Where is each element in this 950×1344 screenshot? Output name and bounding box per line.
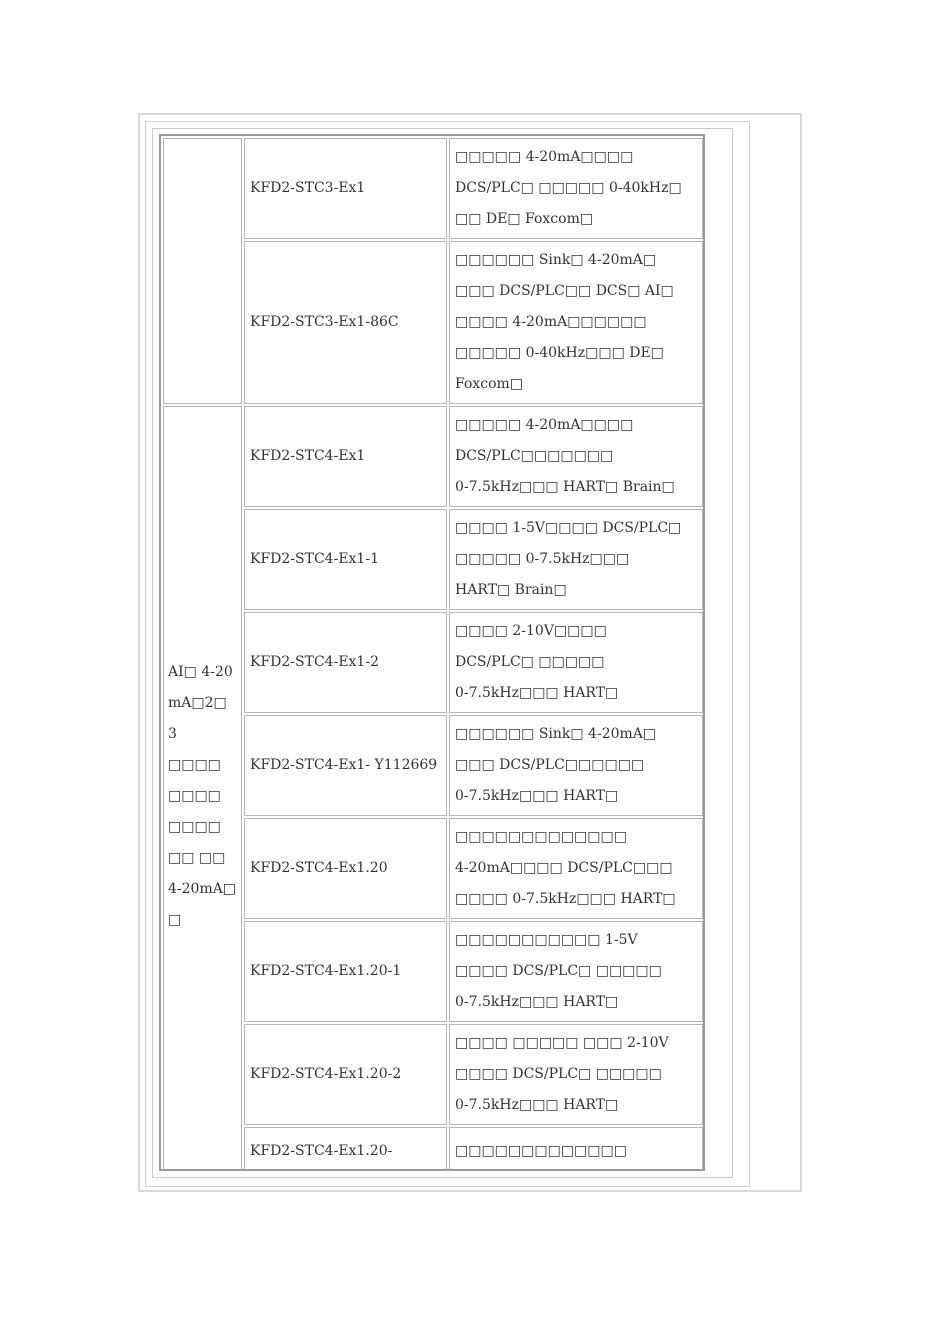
description-line: □□□□ 2-10V□□□□	[455, 623, 607, 639]
description-cell	[449, 818, 703, 919]
table-row	[163, 509, 703, 610]
description-cell	[449, 1024, 703, 1125]
table-row	[163, 1024, 703, 1125]
category-line: mA□2□ 3	[168, 695, 227, 742]
description-line: □□□□□□□□□□□□□	[455, 829, 627, 845]
product-table	[161, 136, 705, 1171]
description-line: □□□ DCS/PLC□□ DCS□ AI□	[455, 283, 674, 299]
description-line: □□□□ □□□□□ □□□ 2-10V	[455, 1035, 669, 1051]
model-cell: KFD2-STC3-Ex1-86C	[244, 241, 447, 404]
description-line: HART□ Brain□	[455, 582, 567, 598]
description-cell	[449, 241, 703, 404]
description-line: DCS/PLC□□□□□□□	[455, 448, 614, 464]
category-cell	[163, 406, 242, 1171]
description-line: DCS/PLC□ □□□□□ 0-40kHz□	[455, 180, 682, 196]
table-row	[163, 715, 703, 816]
model-cell: KFD2-STC3-Ex1	[244, 138, 447, 239]
category-line: □□□□	[168, 819, 221, 835]
description-line: □□□□□ 4-20mA□□□□	[455, 149, 634, 165]
description-line: 0-7.5kHz□□□ HART□	[455, 685, 619, 701]
description-line: □□□□□ 0-40kHz□□□ DE□	[455, 345, 664, 361]
description-line: □□□ DCS/PLC□□□□□□	[455, 757, 645, 773]
description-line: □□□□□□□□□□□□□	[455, 1143, 627, 1159]
description-line: 0-7.5kHz□□□ HART□	[455, 788, 619, 804]
description-line: Foxcom□	[455, 376, 524, 392]
description-cell	[449, 138, 703, 239]
model-cell: KFD2-STC4-Ex1-2	[244, 612, 447, 713]
table-row	[163, 818, 703, 919]
description-line: □□□□ DCS/PLC□ □□□□□	[455, 1066, 662, 1082]
model-cell: KFD2-STC4-Ex1.20	[244, 818, 447, 919]
category-line: □□□□	[168, 788, 221, 804]
description-line: □□□□□□ Sink□ 4-20mA□	[455, 726, 657, 742]
model-cell: KFD2-STC4-Ex1-1	[244, 509, 447, 610]
description-cell	[449, 921, 703, 1022]
model-cell: KFD2-STC4-Ex1.20-	[244, 1127, 447, 1171]
description-cell	[449, 1127, 703, 1171]
description-line: 0-7.5kHz□□□ HART□	[455, 1097, 619, 1113]
table-row	[163, 406, 703, 507]
category-line: AI□ 4-20	[168, 664, 233, 680]
description-cell	[449, 406, 703, 507]
description-line: □□ DE□ Foxcom□	[455, 211, 594, 227]
table-row	[163, 138, 703, 239]
model-cell: KFD2-STC4-Ex1.20-2	[244, 1024, 447, 1125]
description-line: □□□□ DCS/PLC□ □□□□□	[455, 963, 662, 979]
description-line: □□□□□ 0-7.5kHz□□□	[455, 551, 630, 567]
description-line: 0-7.5kHz□□□ HART□ Brain□	[455, 479, 675, 495]
model-cell: KFD2-STC4-Ex1.20-1	[244, 921, 447, 1022]
category-line: □□ □□	[168, 850, 226, 866]
description-line: 0-7.5kHz□□□ HART□	[455, 994, 619, 1010]
table-row	[163, 921, 703, 1022]
description-line: DCS/PLC□ □□□□□	[455, 654, 605, 670]
category-line: 4-20mA□	[168, 881, 237, 897]
description-line: □□□□□□□□□□□ 1-5V	[455, 932, 638, 948]
table-row	[163, 612, 703, 713]
category-line: □□□□	[168, 757, 221, 773]
table-row	[163, 241, 703, 404]
description-line: □□□□□□ Sink□ 4-20mA□	[455, 252, 657, 268]
description-line: □□□□ 0-7.5kHz□□□ HART□	[455, 891, 676, 907]
model-cell: KFD2-STC4-Ex1- Y112669	[244, 715, 447, 816]
product-table-container	[159, 134, 705, 1171]
category-cell-empty	[163, 138, 242, 404]
description-line: □□□□ 1-5V□□□□ DCS/PLC□	[455, 520, 682, 536]
description-cell	[449, 715, 703, 816]
model-cell: KFD2-STC4-Ex1	[244, 406, 447, 507]
description-line: □□□□ 4-20mA□□□□□□	[455, 314, 647, 330]
description-line: □□□□□ 4-20mA□□□□	[455, 417, 634, 433]
category-line: □	[168, 912, 182, 928]
description-line: 4-20mA□□□□ DCS/PLC□□□	[455, 860, 673, 876]
table-row	[163, 1127, 703, 1171]
description-cell	[449, 612, 703, 713]
description-cell	[449, 509, 703, 610]
